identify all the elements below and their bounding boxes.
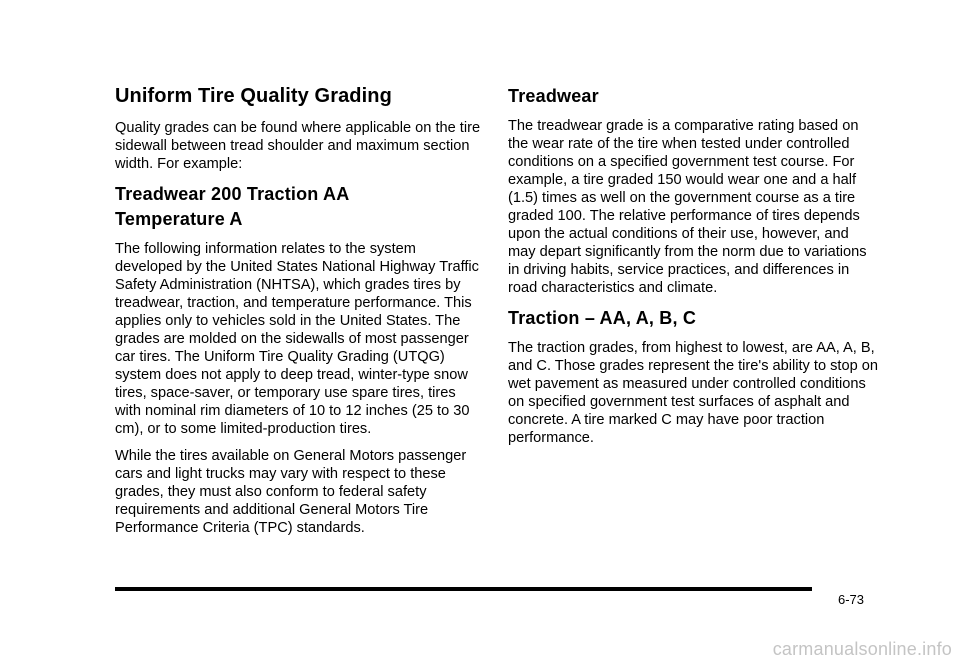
treadwear-paragraph: The treadwear grade is a comparative rating based on the wear rate of the tire when tested under controlled conditions on a specified government test course. For example, a tire graded 150 would wear one and a half (1.5) times as well on the government course as a tire graded 100. The relative performance of tires depends upon the actual conditions of their use, however, and may depart significantly from the norm due to variations in driving habits, service practices, and differences in road characteristics and climate. xyxy=(508,118,867,296)
left-column xyxy=(115,84,485,546)
gm-tpc-paragraph: While the tires available on General Motors passenger cars and light trucks may vary with respect to these grades, they must also conform to federal safety requirements and additional General Motors Tire Performance Criteria (TPC) standards. xyxy=(115,448,467,536)
page-title: Uniform Tire Quality Grading xyxy=(115,85,392,107)
example-heading-line1: Treadwear 200 Traction AA xyxy=(115,184,350,204)
page-number: 6-73 xyxy=(838,592,865,607)
example-heading xyxy=(115,182,485,232)
footer-rule xyxy=(115,587,812,591)
example-heading-line2: Temperature A xyxy=(115,209,243,229)
nhtsa-paragraph: The following information relates to the system developed by the United States National Highway Traffic Safety Administration (NHTSA), which grades tires by treadwear, traction, and temperature performance. This applies only to vehicles sold in the United States. The grades are molded on the sidewalls of most passenger car tires. The Uniform Tire Quality Grading (UTQG) system does not apply to deep tread, winter-type snow tires, space-saver, or temporary use spare tires, tires with nominal rim diameters of 10 to 12 inches (25 to 30 cm), or to some limited-production tires. xyxy=(115,241,479,437)
intro-paragraph: Quality grades can be found where applicable on the tire sidewall between tread shoulder and maximum section width. For example: xyxy=(115,120,481,172)
right-column xyxy=(508,84,880,456)
traction-paragraph: The traction grades, from highest to lowest, are AA, A, B, and C. Those grades represent the tire's ability to stop on wet pavement as measured under controlled conditions on specified government test surfaces of asphalt and concrete. A tire marked C may have poor traction performance. xyxy=(508,340,879,446)
watermark: carmanualsonline.info xyxy=(772,639,952,659)
treadwear-heading: Treadwear xyxy=(508,86,599,106)
traction-heading: Traction – AA, A, B, C xyxy=(508,308,697,328)
